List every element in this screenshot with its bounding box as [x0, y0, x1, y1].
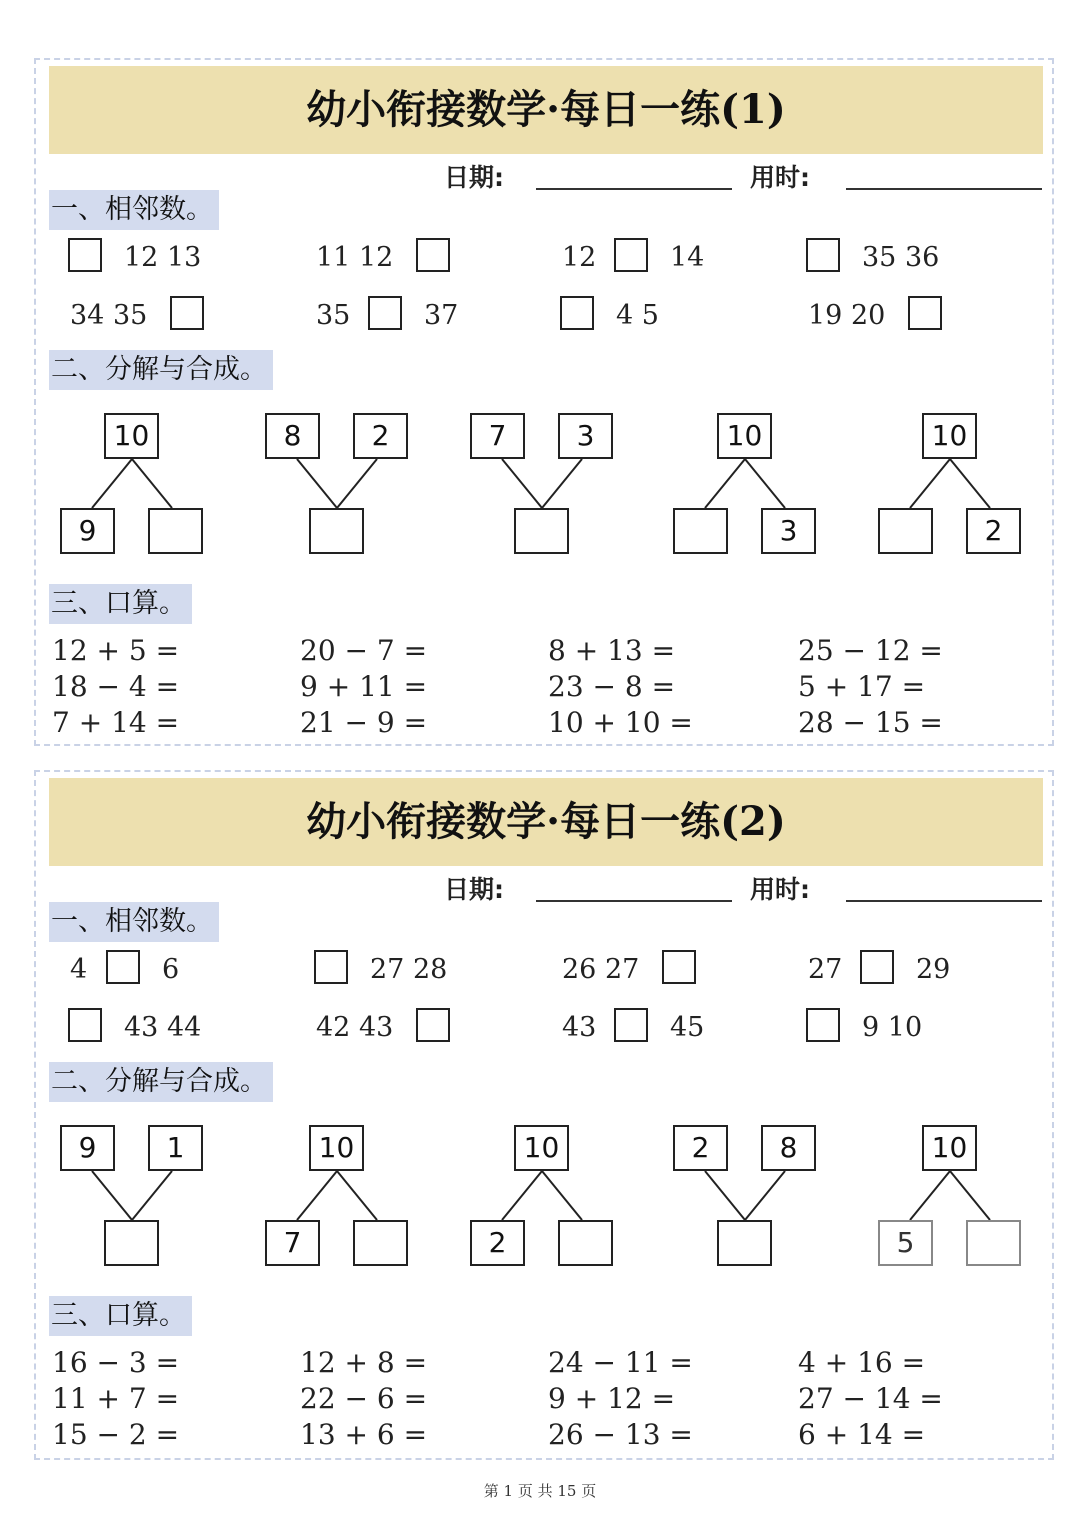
adjacent-item — [312, 1008, 532, 1048]
tree-branch — [950, 459, 990, 508]
tree-branch — [705, 459, 745, 508]
date-time-row — [36, 866, 1052, 906]
number-box: 5 — [878, 1220, 933, 1266]
answer-box[interactable] — [104, 1220, 159, 1266]
number-box: 2 — [673, 1125, 728, 1171]
decomposition-tree — [57, 408, 207, 568]
adjacent-number: 35 — [316, 300, 351, 331]
time-label: 用时: — [750, 163, 810, 192]
answer-box[interactable] — [148, 508, 203, 554]
adjacent-item — [66, 950, 286, 990]
answer-box[interactable] — [170, 296, 204, 330]
decomposition-tree — [670, 1120, 820, 1280]
decomposition-tree — [875, 1120, 1025, 1280]
number-box: 7 — [265, 1220, 320, 1266]
answer-box[interactable] — [514, 508, 569, 554]
adjacent-number: 29 — [916, 954, 951, 985]
tree-branch — [745, 1171, 785, 1220]
answer-box[interactable] — [314, 950, 348, 984]
tree-branch — [92, 459, 132, 508]
equation[interactable]: 22 − 6 = — [300, 1382, 428, 1415]
adjacent-number: 4 5 — [616, 300, 659, 331]
equation[interactable]: 18 − 4 = — [52, 670, 180, 703]
equation[interactable]: 26 − 13 = — [548, 1418, 693, 1451]
adjacent-item — [804, 950, 1024, 990]
decomposition-tree — [875, 408, 1025, 568]
adjacent-item — [66, 1008, 286, 1048]
worksheet-1 — [34, 58, 1054, 746]
adjacent-number: 4 — [70, 954, 88, 985]
adjacent-number: 26 27 — [562, 954, 640, 985]
answer-box[interactable] — [353, 1220, 408, 1266]
adjacent-number: 12 — [562, 242, 597, 273]
tree-branch — [132, 1171, 172, 1220]
adjacent-number: 45 — [670, 1012, 705, 1043]
number-box: 9 — [60, 508, 115, 554]
answer-box[interactable] — [966, 1220, 1021, 1266]
date-label: 日期: — [444, 163, 504, 192]
page-footer: 第 1 页 共 15 页 — [483, 1482, 597, 1500]
section-heading-decompose: 二、分解与合成。 — [49, 1062, 273, 1102]
decomposition-tree — [57, 1120, 207, 1280]
adjacent-number: 42 43 — [316, 1012, 394, 1043]
adjacent-number: 27 28 — [370, 954, 448, 985]
equation[interactable]: 9 + 11 = — [300, 670, 428, 703]
answer-box[interactable] — [68, 1008, 102, 1042]
adjacent-number: 43 — [562, 1012, 597, 1043]
equation[interactable]: 6 + 14 = — [798, 1418, 926, 1451]
answer-box[interactable] — [908, 296, 942, 330]
equation[interactable]: 12 + 5 = — [52, 634, 180, 667]
tree-branch — [542, 459, 582, 508]
number-box: 10 — [922, 1125, 977, 1171]
number-box: 3 — [558, 413, 613, 459]
number-box: 10 — [922, 413, 977, 459]
adjacent-item — [558, 1008, 778, 1048]
adjacent-number: 6 — [162, 954, 180, 985]
decomposition-tree — [262, 408, 412, 568]
answer-box[interactable] — [68, 238, 102, 272]
adjacent-item — [312, 238, 532, 278]
tree-branch — [950, 1171, 990, 1220]
tree-branch — [92, 1171, 132, 1220]
equation[interactable]: 27 − 14 = — [798, 1382, 943, 1415]
equation[interactable]: 9 + 12 = — [548, 1382, 676, 1415]
tree-branch — [132, 459, 172, 508]
number-box: 2 — [353, 413, 408, 459]
worksheet-2 — [34, 770, 1054, 1460]
number-box: 10 — [514, 1125, 569, 1171]
equation[interactable]: 20 − 7 = — [300, 634, 428, 667]
adjacent-item — [558, 238, 778, 278]
equation[interactable]: 11 + 7 = — [52, 1382, 180, 1415]
number-box: 10 — [309, 1125, 364, 1171]
equation[interactable]: 12 + 8 = — [300, 1346, 428, 1379]
equation[interactable]: 24 − 11 = — [548, 1346, 693, 1379]
time-blank[interactable] — [846, 900, 1042, 902]
tree-branch — [910, 459, 950, 508]
answer-box[interactable] — [106, 950, 140, 984]
number-box: 2 — [966, 508, 1021, 554]
equation[interactable]: 28 − 15 = — [798, 706, 943, 739]
tree-branch — [297, 459, 337, 508]
equation[interactable]: 7 + 14 = — [52, 706, 180, 739]
adjacent-number: 43 44 — [124, 1012, 202, 1043]
equation[interactable]: 21 − 9 = — [300, 706, 428, 739]
adjacent-item — [558, 296, 778, 336]
answer-box[interactable] — [614, 238, 648, 272]
tree-branch — [745, 459, 785, 508]
section-heading-adjacent: 一、相邻数。 — [49, 190, 219, 230]
adjacent-number: 12 13 — [124, 242, 202, 273]
equation[interactable]: 5 + 17 = — [798, 670, 926, 703]
adjacent-number: 19 20 — [808, 300, 886, 331]
decomposition-tree — [262, 1120, 412, 1280]
equation[interactable]: 15 − 2 = — [52, 1418, 180, 1451]
number-box: 7 — [470, 413, 525, 459]
equation[interactable]: 4 + 16 = — [798, 1346, 926, 1379]
adjacent-item — [66, 296, 286, 336]
title-bar — [49, 778, 1043, 866]
tree-branch — [297, 1171, 337, 1220]
number-box: 2 — [470, 1220, 525, 1266]
answer-box[interactable] — [309, 508, 364, 554]
equation[interactable]: 8 + 13 = — [548, 634, 676, 667]
number-box: 8 — [265, 413, 320, 459]
answer-box[interactable] — [673, 508, 728, 554]
answer-box[interactable] — [560, 296, 594, 330]
adjacent-item — [804, 1008, 1024, 1048]
number-box: 3 — [761, 508, 816, 554]
number-box: 10 — [717, 413, 772, 459]
section-heading-decompose: 二、分解与合成。 — [49, 350, 273, 390]
answer-box[interactable] — [416, 1008, 450, 1042]
answer-box[interactable] — [368, 296, 402, 330]
number-box: 9 — [60, 1125, 115, 1171]
answer-box[interactable] — [662, 950, 696, 984]
adjacent-item — [312, 950, 532, 990]
decomposition-tree — [670, 408, 820, 568]
adjacent-item — [312, 296, 532, 336]
adjacent-item — [804, 238, 1024, 278]
answer-box[interactable] — [717, 1220, 772, 1266]
equation[interactable]: 25 − 12 = — [798, 634, 943, 667]
tree-branch — [910, 1171, 950, 1220]
adjacent-item — [66, 238, 286, 278]
adjacent-number: 11 12 — [316, 242, 394, 273]
decomposition-tree — [467, 408, 617, 568]
tree-branch — [502, 459, 542, 508]
equation[interactable]: 13 + 6 = — [300, 1418, 428, 1451]
number-box: 1 — [148, 1125, 203, 1171]
time-label: 用时: — [750, 875, 810, 904]
adjacent-number: 35 36 — [862, 242, 940, 273]
date-time-row — [36, 154, 1052, 194]
tree-branch — [542, 1171, 582, 1220]
date-label: 日期: — [444, 875, 504, 904]
adjacent-number: 14 — [670, 242, 705, 273]
title-bar — [49, 66, 1043, 154]
answer-box[interactable] — [614, 1008, 648, 1042]
equation[interactable]: 16 − 3 = — [52, 1346, 180, 1379]
answer-box[interactable] — [416, 238, 450, 272]
equation[interactable]: 23 − 8 = — [548, 670, 676, 703]
tree-branch — [705, 1171, 745, 1220]
tree-branch — [337, 1171, 377, 1220]
worksheet-title: 幼小衔接数学·每日一练(1) — [306, 86, 786, 133]
adjacent-item — [804, 296, 1024, 336]
answer-box[interactable] — [558, 1220, 613, 1266]
adjacent-item — [558, 950, 778, 990]
answer-box[interactable] — [878, 508, 933, 554]
decomposition-tree — [467, 1120, 617, 1280]
number-box: 8 — [761, 1125, 816, 1171]
section-heading-mental-math: 三、口算。 — [49, 1296, 192, 1336]
section-heading-adjacent: 一、相邻数。 — [49, 902, 219, 942]
tree-branch — [502, 1171, 542, 1220]
adjacent-number: 27 — [808, 954, 843, 985]
adjacent-number: 34 35 — [70, 300, 148, 331]
equation[interactable]: 10 + 10 = — [548, 706, 693, 739]
adjacent-number: 37 — [424, 300, 459, 331]
time-blank[interactable] — [846, 188, 1042, 190]
adjacent-number: 9 10 — [862, 1012, 923, 1043]
date-blank[interactable] — [536, 900, 732, 902]
answer-box[interactable] — [860, 950, 894, 984]
answer-box[interactable] — [806, 1008, 840, 1042]
tree-branch — [337, 459, 377, 508]
section-heading-mental-math: 三、口算。 — [49, 584, 192, 624]
answer-box[interactable] — [806, 238, 840, 272]
date-blank[interactable] — [536, 188, 732, 190]
worksheet-title: 幼小衔接数学·每日一练(2) — [306, 798, 786, 845]
number-box: 10 — [104, 413, 159, 459]
